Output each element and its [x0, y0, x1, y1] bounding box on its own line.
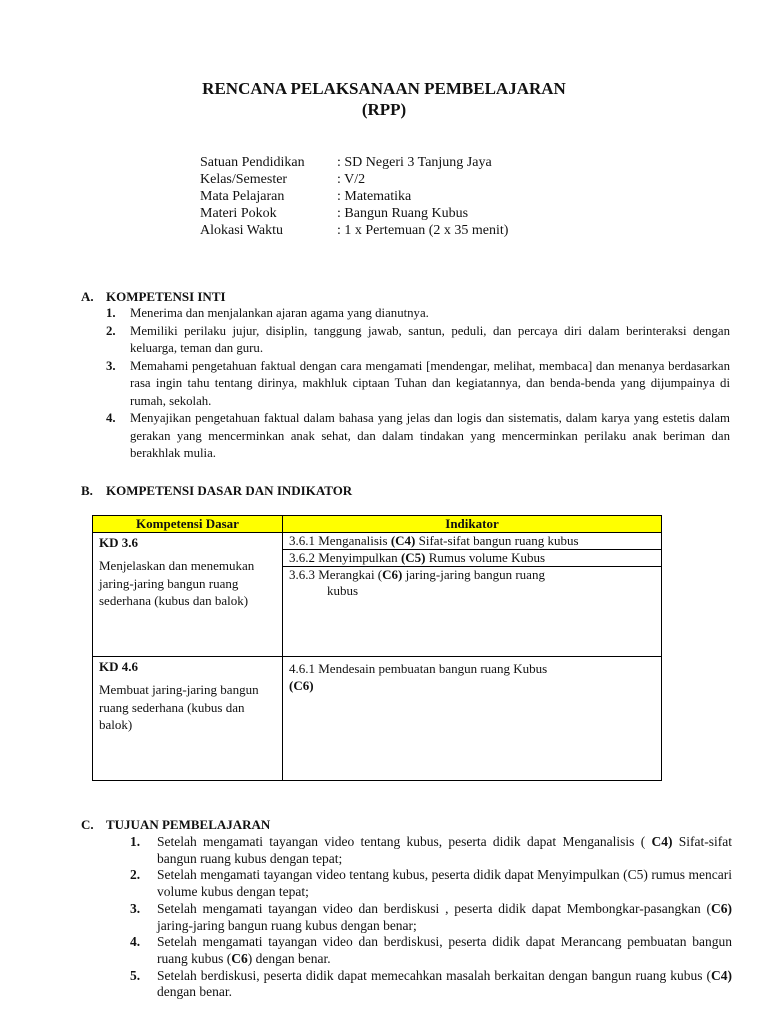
indikator-line: 3.6.3 Merangkai (C6) jaring-jaring bangun ruang kubus — [289, 567, 545, 598]
identity-block — [200, 154, 508, 239]
list-item: 1. Setelah mengamati tayangan video tentang kubus, peserta didik dapat Menganalisis ( C4) Sifat-sifat bangun ruang kubus dengan tepat; — [130, 834, 732, 866]
indikator-line: 4.6.1 Mendesain pembuatan bangun ruang Kubus (C6) — [289, 661, 548, 693]
tujuan-pembelajaran-list — [130, 834, 732, 1001]
item-text: Memahami pengetahuan faktual dengan cara mengamati [mendengar, melihat, membaca] dan menanya berdasarkan rasa ingin tahu tentang dirinya, makhluk ciptaan Tuhan dan kegiatannya, dan benda-benda yang dijumpainya di rumah, sekolah. — [130, 358, 730, 408]
item-number: 1. — [130, 834, 141, 849]
list-item: 2. Setelah mengamati tayangan video tentang kubus, peserta didik dapat Menyimpulkan (C5) rumus mencari volume kubus dengan tepat; — [130, 867, 732, 900]
section-title: TUJUAN PEMBELAJARAN — [106, 817, 271, 832]
list-item: 3. Setelah mengamati tayangan video dan berdiskusi , peserta didik dapat Membongkar-pasangkan (C6) jaring-jaring bangun ruang kubus dengan benar; — [130, 900, 732, 933]
identity-value: : V/2 — [337, 172, 366, 187]
identity-row — [200, 222, 508, 239]
kd-code: KD 3.6 — [99, 535, 138, 550]
identity-value: : Matematika — [337, 189, 412, 204]
section-letter: A. — [81, 289, 94, 304]
item-number: 2. — [130, 867, 141, 883]
identity-value: : SD Negeri 3 Tanjung Jaya — [337, 155, 492, 170]
section-letter: B. — [81, 483, 93, 498]
section-c-heading — [81, 817, 270, 833]
identity-label: Alokasi Waktu — [200, 223, 283, 238]
item-text: Menyajikan pengetahuan faktual dalam bahasa yang jelas dan logis dan sistematis, dalam karya yang estetis dalam gerakan yang mencerminkan anak sehat, dan dalam tindakan yang mencerminkan perilaku anak beriman dan berakhlak mulia. — [130, 411, 730, 460]
identity-row — [200, 171, 508, 188]
indikator-cell — [283, 533, 662, 657]
identity-label: Materi Pokok — [200, 206, 277, 221]
table-header-kd: Kompetensi Dasar — [93, 516, 283, 533]
item-number: 1. — [106, 306, 116, 320]
identity-label: Mata Pelajaran — [200, 189, 285, 204]
list-item — [106, 410, 730, 463]
section-title: KOMPETENSI INTI — [106, 289, 226, 304]
identity-label: Satuan Pendidikan — [200, 155, 305, 170]
item-number: 4. — [130, 934, 141, 950]
kd-code: KD 4.6 — [99, 659, 138, 674]
identity-row — [200, 188, 508, 205]
indikator-line: 3.6.2 Menyimpulkan (C5) Rumus volume Kubus — [283, 550, 661, 567]
item-text: Memiliki perilaku jujur, disiplin, tanggung jawab, santun, peduli, dan percaya diri dalam berinteraksi dengan keluarga, teman dan guru. — [130, 323, 730, 355]
table-row — [93, 657, 662, 781]
list-item: 4. Setelah mengamati tayangan video dan berdiskusi, peserta didik dapat Merancang pembuatan bangun ruang kubus (C6) dengan benar. — [130, 934, 732, 966]
item-number: 5. — [130, 967, 141, 983]
kd-description: Membuat jaring-jaring bangun ruang sederhana (kubus dan balok) — [99, 682, 259, 732]
table-header-indikator: Indikator — [283, 516, 662, 533]
identity-row — [200, 154, 508, 171]
kompetensi-inti-list — [106, 305, 730, 463]
kd-cell — [93, 657, 283, 781]
indikator-line: 3.6.1 Menganalisis (C4) Sifat-sifat bangun ruang kubus — [283, 533, 661, 550]
list-item: 5. Setelah berdiskusi, peserta didik dapat memecahkan masalah berkaitan dengan bangun ruang kubus (C4) dengan benar. — [130, 967, 732, 1000]
table-row — [93, 533, 662, 657]
section-a-heading — [81, 289, 226, 305]
kd-indikator-table — [92, 515, 662, 781]
identity-row — [200, 205, 508, 222]
document-subtitle: (RPP) — [361, 100, 407, 119]
section-letter: C. — [81, 817, 94, 832]
item-number: 3. — [130, 900, 141, 916]
kd-cell — [93, 533, 283, 657]
list-item — [106, 305, 730, 323]
identity-value: : Bangun Ruang Kubus — [337, 206, 469, 221]
indikator-cell — [283, 657, 662, 781]
section-b-heading — [81, 483, 352, 499]
identity-value: : 1 x Pertemuan (2 x 35 menit) — [337, 223, 509, 238]
list-item — [106, 358, 730, 411]
identity-label: Kelas/Semester — [200, 172, 288, 187]
item-text: Menerima dan menjalankan ajaran agama yang dianutnya. — [130, 306, 429, 320]
section-title: KOMPETENSI DASAR DAN INDIKATOR — [106, 483, 353, 498]
kd-description: Menjelaskan dan menemukan jaring-jaring bangun ruang sederhana (kubus dan balok) — [99, 558, 255, 608]
document-title: RENCANA PELAKSANAAN PEMBELAJARAN — [202, 79, 566, 98]
item-number: 3. — [106, 358, 116, 373]
item-number: 4. — [106, 411, 116, 425]
item-number: 2. — [106, 323, 116, 338]
list-item — [106, 323, 730, 358]
